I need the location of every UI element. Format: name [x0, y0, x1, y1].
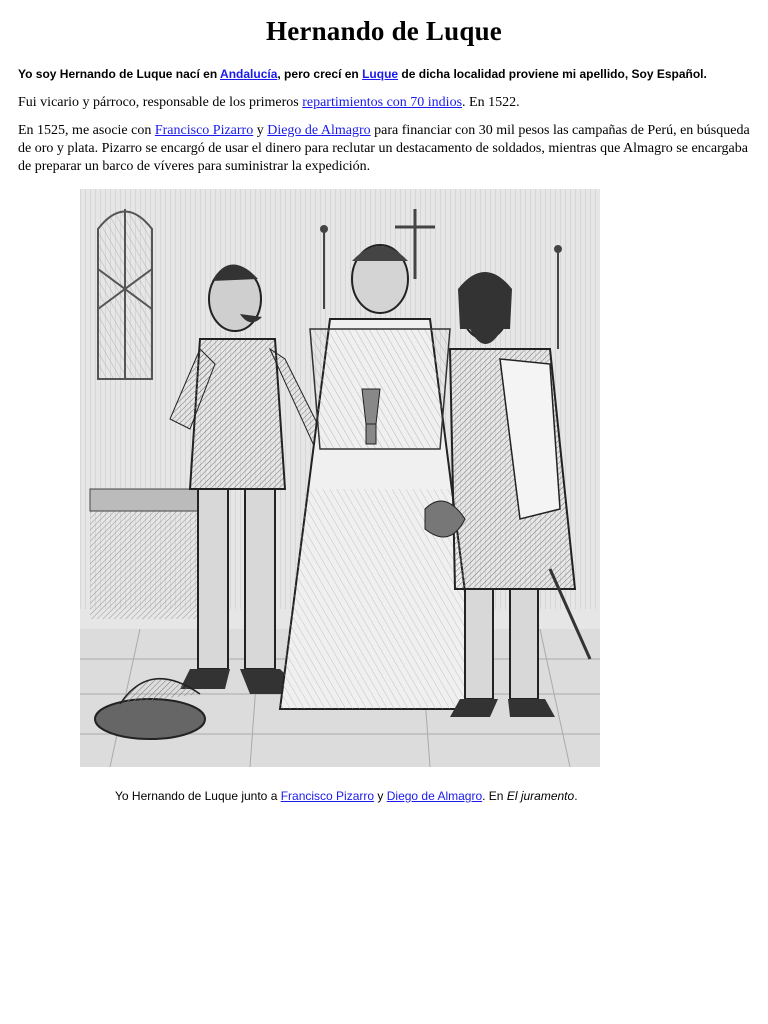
vicar-text-2: . En 1522. — [462, 95, 520, 110]
caption-work-title: El juramento — [506, 789, 575, 803]
link-andalucia[interactable]: Andalucía — [220, 67, 278, 81]
caption-text-4: . — [574, 789, 578, 803]
altar-table — [90, 509, 200, 619]
partnership-text-1: En 1525, me asocie con — [18, 123, 155, 138]
intro-paragraph — [18, 67, 758, 81]
caption-text-3: . En — [482, 789, 507, 803]
link-repartimientos[interactable]: repartimientos con 70 indios — [302, 95, 463, 110]
partnership-text-2: y — [253, 123, 268, 138]
link-luque[interactable]: Luque — [362, 67, 399, 81]
intro-text-3: de dicha localidad proviene mi apellido, Soy Español. — [398, 67, 707, 81]
partnership-text-3: para financiar con 30 mil pesos las campañas de Perú, en búsqueda de oro y plata. Pizarro se encargó de usar el dinero para reclutar un destacamento de soldados, mientras que Almagro se encargaba de preparar un barco de víveres para suministrar la expedición. — [18, 123, 750, 174]
caption-text-1: Yo Hernando de Luque junto a — [115, 789, 281, 803]
engraving-image — [80, 189, 600, 767]
image-caption — [115, 789, 715, 803]
link-francisco-pizarro[interactable]: Francisco Pizarro — [154, 123, 254, 138]
vicar-text-1: Fui vicario y párroco, responsable de los primeros — [18, 95, 303, 110]
intro-text-2: , pero crecí en — [277, 67, 363, 81]
partnership-paragraph — [18, 122, 752, 176]
caption-link-diego-de-almagro[interactable]: Diego de Almagro — [386, 789, 483, 803]
vicar-paragraph — [18, 95, 758, 111]
caption-link-francisco-pizarro[interactable]: Francisco Pizarro — [280, 789, 375, 803]
intro-text-1: Yo soy Hernando de Luque nací en — [18, 67, 221, 81]
page-title: Hernando de Luque — [266, 16, 502, 46]
gothic-window — [98, 209, 152, 379]
link-diego-de-almagro[interactable]: Diego de Almagro — [267, 123, 371, 138]
caption-text-2: y — [374, 789, 387, 803]
